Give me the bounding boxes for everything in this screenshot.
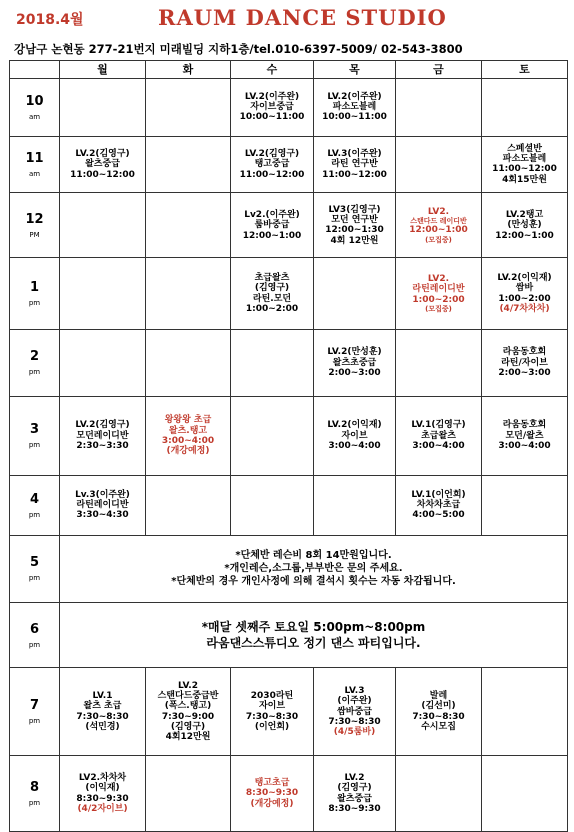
class-cell: LV.3(이주완) 라틴 연구반 11:00~12:00: [314, 136, 396, 193]
class-cell: 스페셜반 파소도블레 11:00~12:00 4회15만원: [482, 136, 568, 193]
empty-cell: [396, 329, 482, 396]
empty-cell: [146, 193, 231, 258]
row-12pm: [10, 193, 568, 258]
class-cell: Lv2.(이주완) 룸바중급 12:00~1:00: [231, 193, 314, 258]
class-cell: LV.2(이익재) 쌈바 1:00~2:00 (4/7차차차): [482, 258, 568, 329]
studio-name: RAUM DANCE STUDIO: [158, 5, 447, 30]
time-2pm: 2 pm: [10, 329, 60, 396]
class-cell: LV.2(이주완) 파소도블레 10:00~11:00: [314, 78, 396, 136]
empty-cell: [146, 136, 231, 193]
class-cell: LV3(김영구) 모던 연구반 12:00~1:30 4회 12만원: [314, 193, 396, 258]
class-cell: LV.3 (이주완) 쌈바중급 7:30~8:30 (4/5룸바): [314, 668, 396, 756]
time-6pm: 6 pm: [10, 602, 60, 667]
row-7pm: [10, 668, 568, 756]
class-cell: 2030라틴 자이브 7:30~8:30 (이언희): [231, 668, 314, 756]
schedule-month: 2018.4월: [16, 12, 84, 28]
notice-line: *개인레슨,소그룹,부부반은 문의 주세요.: [224, 563, 403, 575]
row-3pm: [10, 397, 568, 476]
empty-cell: [146, 258, 231, 329]
class-cell: 라움동호회 라틴/자이브 2:00~3:00: [482, 329, 568, 396]
class-cell: LV.1(이언희) 차차차초급 4:00~5:00: [396, 475, 482, 535]
notice-line: *단체반 레슨비 8회 14만원입니다.: [235, 550, 392, 562]
empty-cell: [60, 193, 146, 258]
class-cell: 왕왕왕 초급 왈츠.탱고 3:00~4:00 (개강예정): [146, 397, 231, 476]
time-11am: 11 am: [10, 136, 60, 193]
header: [0, 0, 574, 40]
time-10am: 10 am: [10, 78, 60, 136]
class-cell: LV.2(김영구) 탱고중급 11:00~12:00: [231, 136, 314, 193]
row-8pm: [10, 756, 568, 832]
class-cell: Lv.3(이주완) 라틴레이디반 3:30~4:30: [60, 475, 146, 535]
empty-cell: [60, 258, 146, 329]
empty-cell: [314, 475, 396, 535]
class-cell: LV.2 스탠다드중급반 (폭스.탱고) 7:30~9:00 (김영구) 4회12만원: [146, 668, 231, 756]
class-cell: LV.2(김영구) 모던레이디반 2:30~3:30: [60, 397, 146, 476]
empty-cell: [146, 78, 231, 136]
empty-cell: [482, 756, 568, 832]
class-cell: 발레 (김선미) 7:30~8:30 수시모집: [396, 668, 482, 756]
row-4pm: [10, 475, 568, 535]
empty-cell: [146, 329, 231, 396]
corner-cell: [10, 61, 60, 79]
empty-cell: [146, 475, 231, 535]
time-3pm: 3 pm: [10, 397, 60, 476]
day-wed: 수: [231, 61, 314, 79]
day-tue: 화: [146, 61, 231, 79]
party-line: 라움댄스스튜디오 정기 댄스 파티입니다.: [206, 636, 421, 650]
empty-cell: [314, 258, 396, 329]
class-cell: LV.1 왈츠 초급 7:30~8:30 (석민경): [60, 668, 146, 756]
time-8pm: 8 pm: [10, 756, 60, 832]
row-10am: [10, 78, 568, 136]
empty-cell: [60, 329, 146, 396]
class-cell: LV.2(만성훈) 왈츠초중급 2:00~3:00: [314, 329, 396, 396]
empty-cell: [482, 78, 568, 136]
class-cell: 초급왈츠 (김영구) 라틴.모던 1:00~2:00: [231, 258, 314, 329]
day-sat: 토: [482, 61, 568, 79]
empty-cell: [396, 756, 482, 832]
class-cell: LV.1(김영구) 초급왈츠 3:00~4:00: [396, 397, 482, 476]
class-cell: LV2.차차차 (이익재) 8:30~9:30 (4/2자이브): [60, 756, 146, 832]
empty-cell: [231, 475, 314, 535]
empty-cell: [146, 756, 231, 832]
time-7pm: 7 pm: [10, 668, 60, 756]
party-line: *매달 셋째주 토요일 5:00pm~8:00pm: [201, 619, 426, 634]
class-cell: LV2. 라틴레이디반 1:00~2:00 (모집중): [396, 258, 482, 329]
row-11am: [10, 136, 568, 193]
class-cell: LV.2탱고 (만성훈) 12:00~1:00: [482, 193, 568, 258]
class-cell: LV.2(이주완) 자이브중급 10:00~11:00: [231, 78, 314, 136]
empty-cell: [482, 475, 568, 535]
time-1pm: 1 pm: [10, 258, 60, 329]
empty-cell: [396, 78, 482, 136]
row-1pm: [10, 258, 568, 329]
class-cell: 탱고초급 8:30~9:30 (개강예정): [231, 756, 314, 832]
class-cell: LV.2(이익재) 자이브 3:00~4:00: [314, 397, 396, 476]
time-12pm: 12 PM: [10, 193, 60, 258]
schedule-table: [9, 60, 568, 832]
empty-cell: [231, 397, 314, 476]
row-6pm: [10, 602, 568, 667]
row-5pm: [10, 535, 568, 602]
time-5pm: 5 pm: [10, 535, 60, 602]
empty-cell: [482, 668, 568, 756]
class-cell: LV.2 (김영구) 왈츠중급 8:30~9:30: [314, 756, 396, 832]
empty-cell: [231, 329, 314, 396]
class-cell: 라움동호회 모던/왈츠 3:00~4:00: [482, 397, 568, 476]
row-2pm: [10, 329, 568, 396]
class-cell: LV2. 스탠다드 레이디반 12:00~1:00 (모집중): [396, 193, 482, 258]
empty-cell: [60, 78, 146, 136]
studio-address: 강남구 논현동 277-21번지 미래빌딩 지하1층/tel.010-6397-5009/ 02-543-3800: [14, 42, 463, 56]
empty-cell: [396, 136, 482, 193]
day-thu: 목: [314, 61, 396, 79]
party-cell: [60, 602, 568, 667]
day-header-row: [10, 61, 568, 79]
day-mon: 월: [60, 61, 146, 79]
notice-line: *단체반의 경우 개인사정에 의해 결석시 횟수는 자동 차감됩니다.: [171, 576, 456, 588]
day-fri: 금: [396, 61, 482, 79]
time-4pm: 4 pm: [10, 475, 60, 535]
notice-cell: [60, 535, 568, 602]
class-cell: LV.2(김영구) 왈츠중급 11:00~12:00: [60, 136, 146, 193]
